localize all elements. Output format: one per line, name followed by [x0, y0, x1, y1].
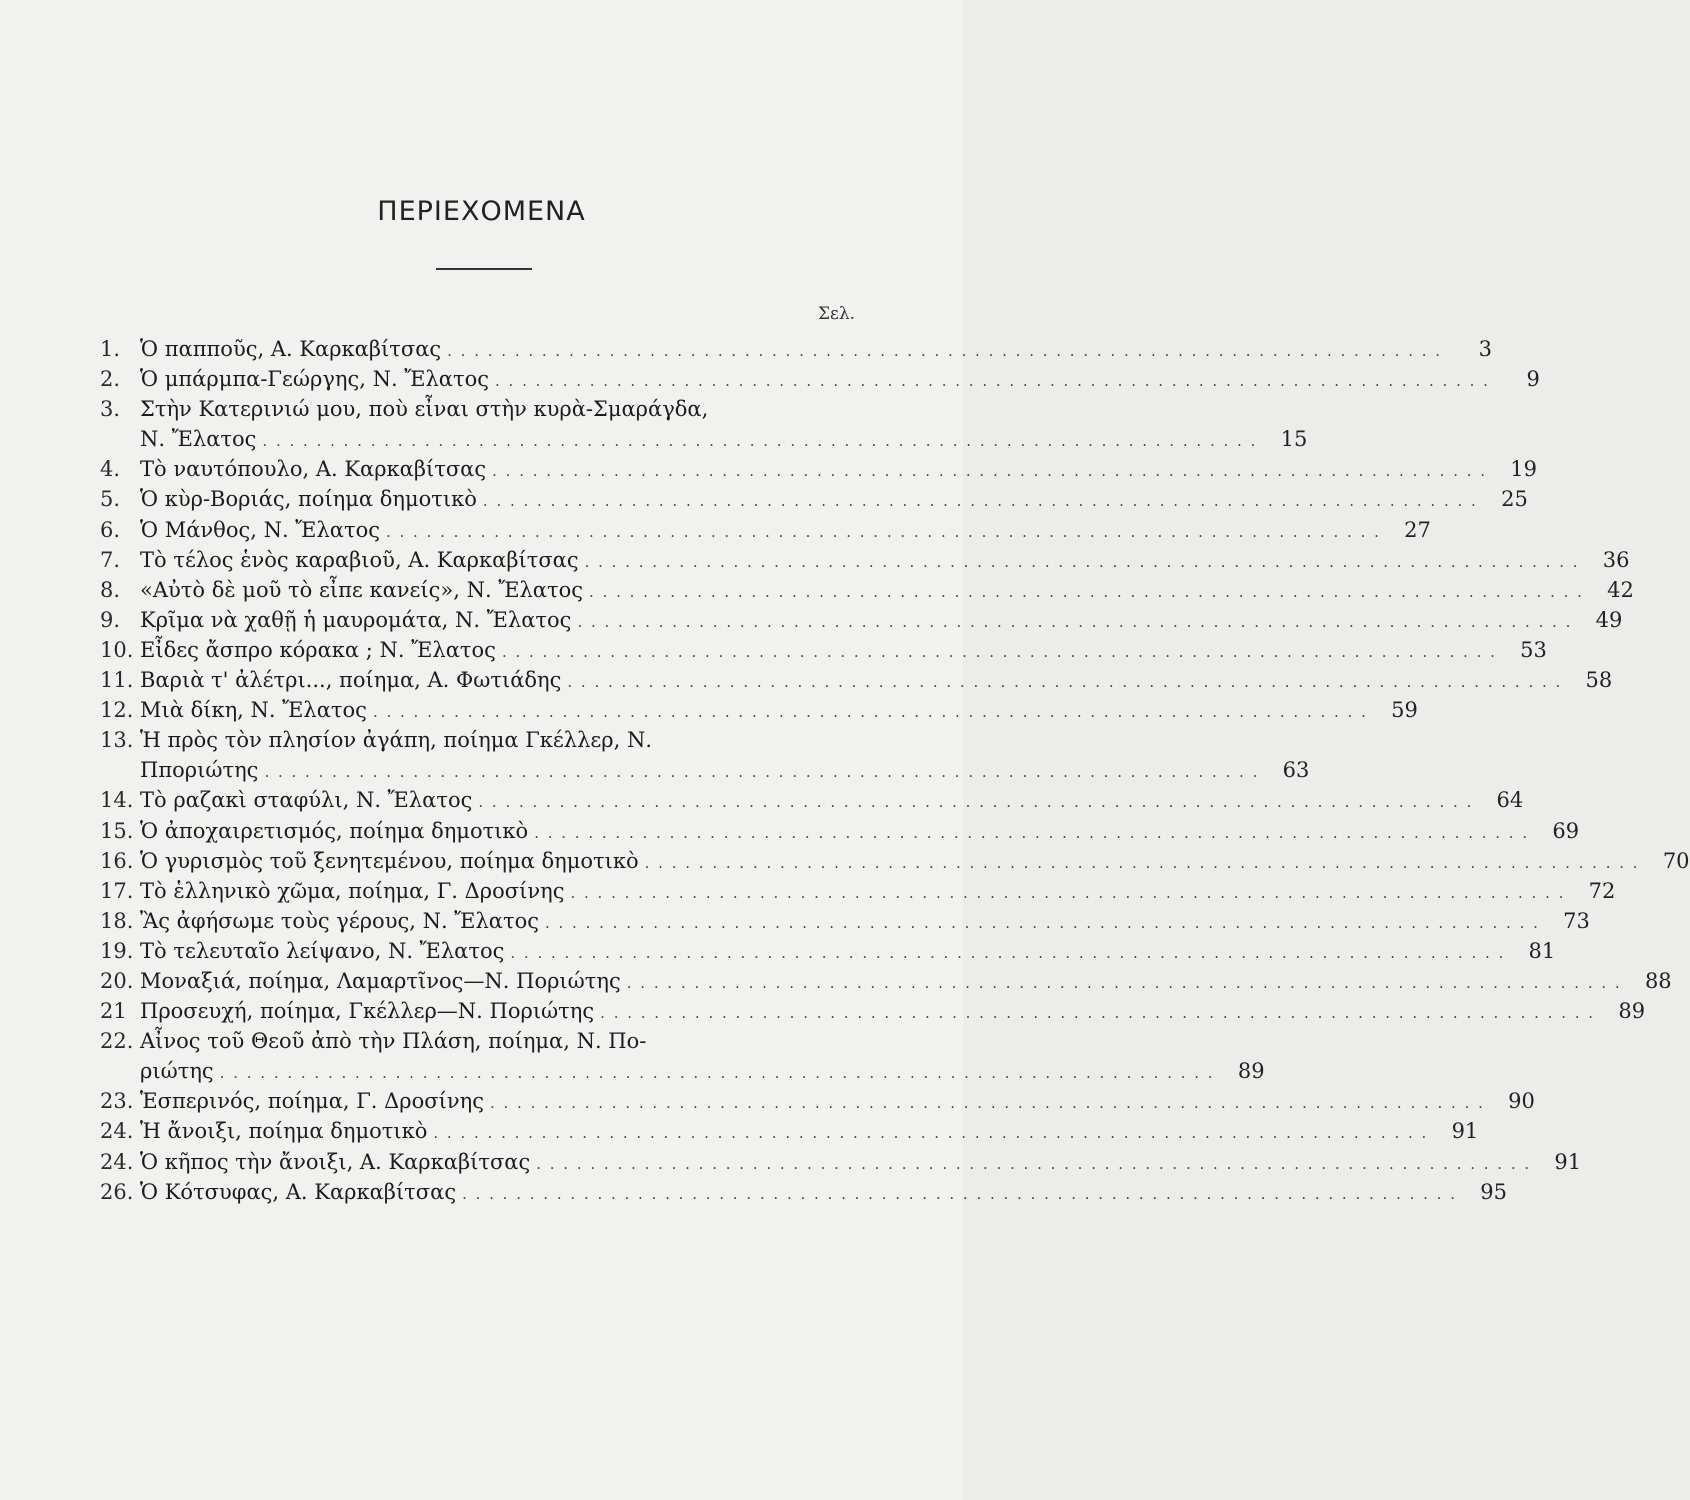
toc-entry-number: 9.	[100, 607, 121, 632]
toc-entry-line	[100, 876, 1616, 906]
dot-leader	[478, 787, 1473, 817]
dot-leader	[433, 1118, 1428, 1148]
toc-entry-title: Εἶδες ἄσπρο κόρακα ; Ν. Ἔλατος	[140, 637, 496, 662]
toc-entry-page-number: 9	[1526, 367, 1540, 392]
toc-entry-title: Τὸ ἑλληνικὸ χῶμα, ποίημα, Γ. Δροσίνης	[140, 878, 565, 903]
page-title: ΠΕΡΙΕΧΟΜΕΝΑ	[377, 196, 586, 227]
toc-entry	[100, 1086, 1535, 1116]
toc-entry-page-number: 70	[1662, 848, 1690, 873]
toc-entry-page-number: 49	[1595, 607, 1623, 632]
toc-entry-page-number: 73	[1563, 908, 1590, 933]
toc-entry	[100, 996, 1646, 1026]
toc-entry	[100, 1026, 1265, 1086]
toc-entry-number: 21	[100, 999, 127, 1024]
toc-entry-page-number: 42	[1607, 577, 1634, 602]
toc-entry-line	[100, 785, 1524, 815]
toc-entry-title: Βαριὰ τ' ἀλέτρι..., ποίημα, Α. Φωτιάδης	[140, 668, 562, 693]
toc-entry-number: 6.	[100, 517, 121, 542]
dot-leader	[567, 667, 1562, 697]
toc-entry-number: 15.	[100, 818, 134, 843]
dot-leader	[570, 878, 1565, 908]
toc-entry	[100, 394, 1308, 454]
toc-entry-line	[100, 906, 1590, 936]
toc-entry-line	[100, 635, 1547, 665]
dot-leader	[373, 697, 1368, 727]
dot-leader	[534, 818, 1529, 848]
toc-entry	[100, 876, 1616, 906]
toc-entry	[100, 605, 1623, 635]
toc-entry-line	[100, 454, 1538, 484]
dot-leader	[386, 517, 1381, 547]
toc-entry-number: 5.	[100, 487, 121, 512]
toc-entry	[100, 364, 1540, 394]
toc-entry-number: 20.	[100, 968, 134, 993]
toc-entry-line	[100, 484, 1528, 514]
toc-entry-number: 23.	[100, 1089, 134, 1114]
dot-leader	[600, 998, 1595, 1028]
toc-entry-line	[100, 575, 1634, 605]
toc-entry	[100, 575, 1634, 605]
toc-entry-line	[100, 545, 1630, 575]
dot-leader	[577, 607, 1572, 637]
dot-leader	[627, 968, 1622, 998]
toc-entry-number: 24.	[100, 1119, 134, 1144]
toc-entry-line	[100, 515, 1431, 545]
toc-entry	[100, 1147, 1582, 1177]
toc-entry-title: Ἑσπερινός, ποίημα, Γ. Δροσίνης	[140, 1089, 484, 1114]
toc-entry-title: Τὸ τέλος ἑνὸς καραβιοῦ, Α. Καρκαβίτσας	[140, 547, 579, 572]
dot-leader	[495, 366, 1490, 396]
toc-entry-line	[100, 725, 880, 755]
toc-entry-line	[100, 1086, 1535, 1116]
toc-entry-number: 22.	[100, 1029, 134, 1054]
toc-entry-title: Τὸ ναυτόπουλο, Α. Καρκαβίτσας	[140, 457, 487, 482]
toc-entry-line	[100, 394, 880, 424]
toc-entry-number: 14.	[100, 788, 134, 813]
toc-entry-title: Προσευχή, ποίημα, Γκέλλερ—Ν. Ποριώτης	[140, 999, 595, 1024]
toc-entry	[100, 936, 1556, 966]
toc-entry-page-number: 36	[1602, 547, 1630, 572]
toc-entry-title: «Αὐτὸ δὲ μοῦ τὸ εἶπε κανείς», Ν. Ἔλατος	[140, 577, 583, 602]
toc-entry-line	[100, 816, 1580, 846]
toc-entry-number: 2.	[100, 367, 121, 392]
toc-entry-page-number: 64	[1496, 788, 1524, 813]
dot-leader	[462, 1179, 1457, 1209]
toc-entry-number: 11.	[100, 668, 134, 693]
toc-entry-number: 1.	[100, 337, 121, 361]
toc-entry-title: Μιὰ δίκη, Ν. Ἔλατος	[140, 698, 367, 723]
toc-entry	[100, 334, 1493, 364]
dot-leader	[447, 336, 1442, 366]
toc-entry-number: 3.	[100, 397, 121, 422]
toc-entry-title-continuation: ριώτης	[140, 1059, 214, 1084]
toc-entry-page-number: 27	[1404, 517, 1431, 542]
toc-entry	[100, 454, 1538, 484]
toc-entry	[100, 635, 1547, 665]
toc-entry-line	[100, 846, 1690, 876]
toc-entry-line	[100, 334, 1493, 364]
toc-entry-title: Ἡ ἄνοιξι, ποίημα δημοτικὸ	[140, 1119, 428, 1144]
dot-leader	[262, 426, 1257, 456]
toc-entry-title: Ὁ ἀποχαιρετισμός, ποίημα δημοτικὸ	[140, 818, 529, 843]
toc-entry	[100, 515, 1431, 545]
toc-entry	[100, 484, 1528, 514]
toc-entry-title: Ὁ γυρισμὸς τοῦ ξενητεμένου, ποίημα δημοτικὸ	[140, 848, 639, 873]
toc-entry-page-number: 91	[1554, 1149, 1582, 1174]
toc-entry-page-number: 91	[1451, 1119, 1479, 1144]
dot-leader	[220, 1058, 1215, 1088]
toc-entry-title: Ὁ παπποῦς, Α. Καρκαβίτσας	[140, 337, 442, 361]
toc-entry-number: 24.	[100, 1149, 134, 1174]
toc-entry-title: Τὸ ραζακὶ σταφύλι, Ν. Ἔλατος	[140, 788, 473, 813]
toc-entry-line	[100, 605, 1623, 635]
toc-entry-number: 19.	[100, 938, 134, 963]
toc-entry-title: Στὴν Κατερινιώ μου, ποὺ εἶναι στὴν κυρὰ-Σμαράγδα,	[140, 397, 709, 422]
toc-entry-page-number: 72	[1588, 878, 1616, 903]
toc-entry-line	[100, 665, 1613, 695]
toc-entry-page-number: 69	[1552, 818, 1580, 843]
toc-entry-title: Ὁ κὺρ-Βοριάς, ποίημα δημοτικὸ	[140, 487, 477, 512]
toc-entry-title: Ἂς ἀφήσωμε τοὺς γέρους, Ν. Ἔλατος	[140, 908, 539, 933]
toc-entry-continuation-line	[100, 424, 1308, 454]
toc-entry	[100, 545, 1630, 575]
toc-entry-line	[100, 364, 1540, 394]
toc-entry	[100, 695, 1418, 725]
toc-entry-page-number: 58	[1585, 668, 1613, 693]
toc-entry-page-number: 19	[1510, 457, 1538, 482]
toc-entry-title: Ὁ μπάρμπα-Γεώργης, Ν. Ἔλατος	[140, 367, 490, 392]
toc-entry-page-number: 25	[1501, 487, 1528, 512]
toc-entry-line	[100, 1177, 1507, 1207]
toc-entry	[100, 846, 1690, 876]
toc-entry-page-number: 59	[1391, 698, 1418, 723]
toc-entry-line	[100, 966, 1672, 996]
dot-leader	[645, 848, 1640, 878]
dot-leader	[502, 637, 1497, 667]
toc-entry-page-number: 53	[1520, 637, 1547, 662]
toc-entry-title: Κρῖμα νὰ χαθῇ ἡ μαυρομάτα, Ν. Ἔλατος	[140, 607, 572, 632]
toc-entry-title: Τὸ τελευταῖο λείψανο, Ν. Ἔλατος	[140, 938, 505, 963]
toc-entry-page-number: 95	[1480, 1179, 1507, 1204]
dot-leader	[589, 577, 1584, 607]
toc-entry-title: Ἡ πρὸς τὸν πλησίον ἀγάπη, ποίημα Γκέλλερ, Ν.	[140, 728, 653, 753]
toc-entry-page-number: 15	[1280, 427, 1308, 452]
toc-entry-number: 4.	[100, 457, 121, 482]
table-of-contents	[100, 334, 1690, 1207]
toc-entry-page-number: 89	[1618, 999, 1646, 1024]
toc-entry-page-number: 3	[1478, 337, 1493, 361]
page-column-label: Σελ.	[818, 304, 856, 324]
toc-entry-line	[100, 1147, 1582, 1177]
dot-leader	[264, 757, 1259, 787]
toc-entry-title: Μοναξιά, ποίημα, Λαμαρτῖνος—Ν. Ποριώτης	[140, 968, 621, 993]
toc-entry-title: Ὁ Μάνθος, Ν. Ἔλατος	[140, 517, 380, 542]
toc-entry-number: 10.	[100, 637, 134, 662]
toc-entry-line	[100, 936, 1556, 966]
toc-entry-title-continuation: Πποριώτης	[140, 758, 259, 783]
toc-entry	[100, 1177, 1507, 1207]
toc-entry-page-number: 81	[1528, 938, 1556, 963]
toc-entry-number: 17.	[100, 878, 134, 903]
toc-entry-line	[100, 1026, 880, 1056]
dot-leader	[585, 547, 1580, 577]
toc-entry-number: 7.	[100, 547, 121, 572]
toc-entry-number: 16.	[100, 848, 134, 873]
toc-entry-number: 18.	[100, 908, 134, 933]
toc-entry	[100, 785, 1524, 815]
toc-entry-title: Ὁ κῆπος τὴν ἄνοιξι, Α. Καρκαβίτσας	[140, 1149, 531, 1174]
toc-entry-number: 26.	[100, 1179, 134, 1204]
toc-entry-number: 12.	[100, 698, 134, 723]
toc-entry-line	[100, 695, 1418, 725]
toc-entry-line	[100, 1116, 1479, 1146]
toc-entry-line	[100, 996, 1646, 1026]
dot-leader	[536, 1149, 1531, 1179]
dot-leader	[545, 908, 1540, 938]
toc-entry-title-continuation: Ν. Ἔλατος	[140, 427, 257, 452]
toc-entry	[100, 725, 1310, 785]
toc-entry	[100, 966, 1672, 996]
toc-entry-page-number: 63	[1282, 758, 1310, 783]
toc-entry	[100, 816, 1580, 846]
toc-entry	[100, 1116, 1479, 1146]
toc-entry	[100, 906, 1590, 936]
toc-entry-title: Αἶνος τοῦ Θεοῦ ἀπὸ τὴν Πλάση, ποίημα, Ν. Πο-	[140, 1029, 647, 1054]
toc-entry-number: 13.	[100, 728, 134, 753]
toc-entry-page-number: 89	[1237, 1059, 1265, 1084]
toc-entry-continuation-line	[100, 755, 1310, 785]
toc-entry-continuation-line	[100, 1056, 1265, 1086]
toc-entry	[100, 665, 1613, 695]
toc-entry-title: Ὁ Κότσυφας, Α. Καρκαβίτσας	[140, 1179, 457, 1204]
toc-entry-number: 8.	[100, 577, 121, 602]
toc-entry-page-number: 88	[1644, 968, 1672, 993]
title-divider	[436, 268, 532, 270]
dot-leader	[492, 456, 1487, 486]
toc-entry-page-number: 90	[1508, 1089, 1535, 1114]
dot-leader	[510, 938, 1505, 968]
dot-leader	[483, 486, 1478, 516]
dot-leader	[490, 1088, 1485, 1118]
